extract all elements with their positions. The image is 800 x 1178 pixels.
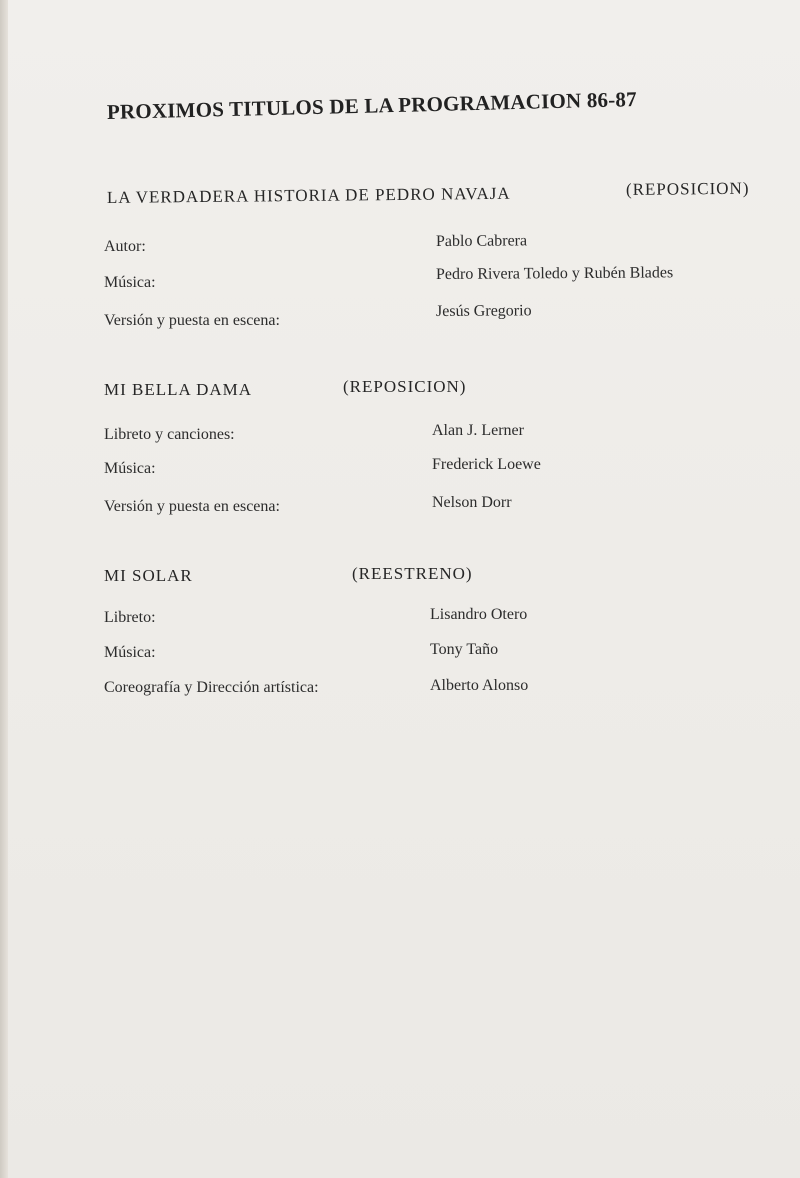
credit-value-version-2: Nelson Dorr (432, 494, 512, 511)
credit-value-libreto-canciones: Alan J. Lerner (432, 422, 524, 439)
credit-label-musica-3: Música: (104, 644, 156, 661)
section-tag-pedro-navaja: (REPOSICION) (625, 178, 750, 199)
page-edge-shadow (0, 0, 8, 1178)
credit-value-musica-2: Frederick Loewe (432, 456, 541, 473)
credit-value-musica-3: Tony Taño (430, 641, 499, 658)
credit-label-coreografia: Coreografía y Dirección artística: (104, 679, 319, 696)
credit-label-version: Versión y puesta en escena: (104, 312, 280, 329)
credit-label-libreto: Libreto: (104, 609, 156, 626)
page-title: PROXIMOS TITULOS DE LA PROGRAMACION 86-87 (106, 87, 638, 124)
section-tag-mi-solar: (REESTRENO) (352, 564, 473, 583)
credit-label-version-2: Versión y puesta en escena: (104, 498, 280, 515)
section-tag-mi-bella-dama: (REPOSICION) (343, 377, 467, 396)
credit-value-autor: Pablo Cabrera (435, 232, 528, 250)
section-title-pedro-navaja: LA VERDADERA HISTORIA DE PEDRO NAVAJA (106, 183, 511, 207)
credit-value-version: Jesús Gregorio (435, 302, 532, 320)
credit-value-libreto: Lisandro Otero (430, 606, 528, 623)
section-title-mi-bella-dama: MI BELLA DAMA (104, 380, 253, 399)
credit-label-musica-2: Música: (104, 460, 156, 477)
credit-label-libreto-canciones: Libreto y canciones: (104, 426, 235, 443)
section-title-mi-solar: MI SOLAR (104, 566, 193, 585)
credit-value-musica: Pedro Rivera Toledo y Rubén Blades (435, 264, 674, 283)
credit-label-musica: Música: (104, 274, 156, 291)
credit-label-autor: Autor: (104, 238, 146, 255)
credit-value-coreografia: Alberto Alonso (430, 677, 529, 694)
